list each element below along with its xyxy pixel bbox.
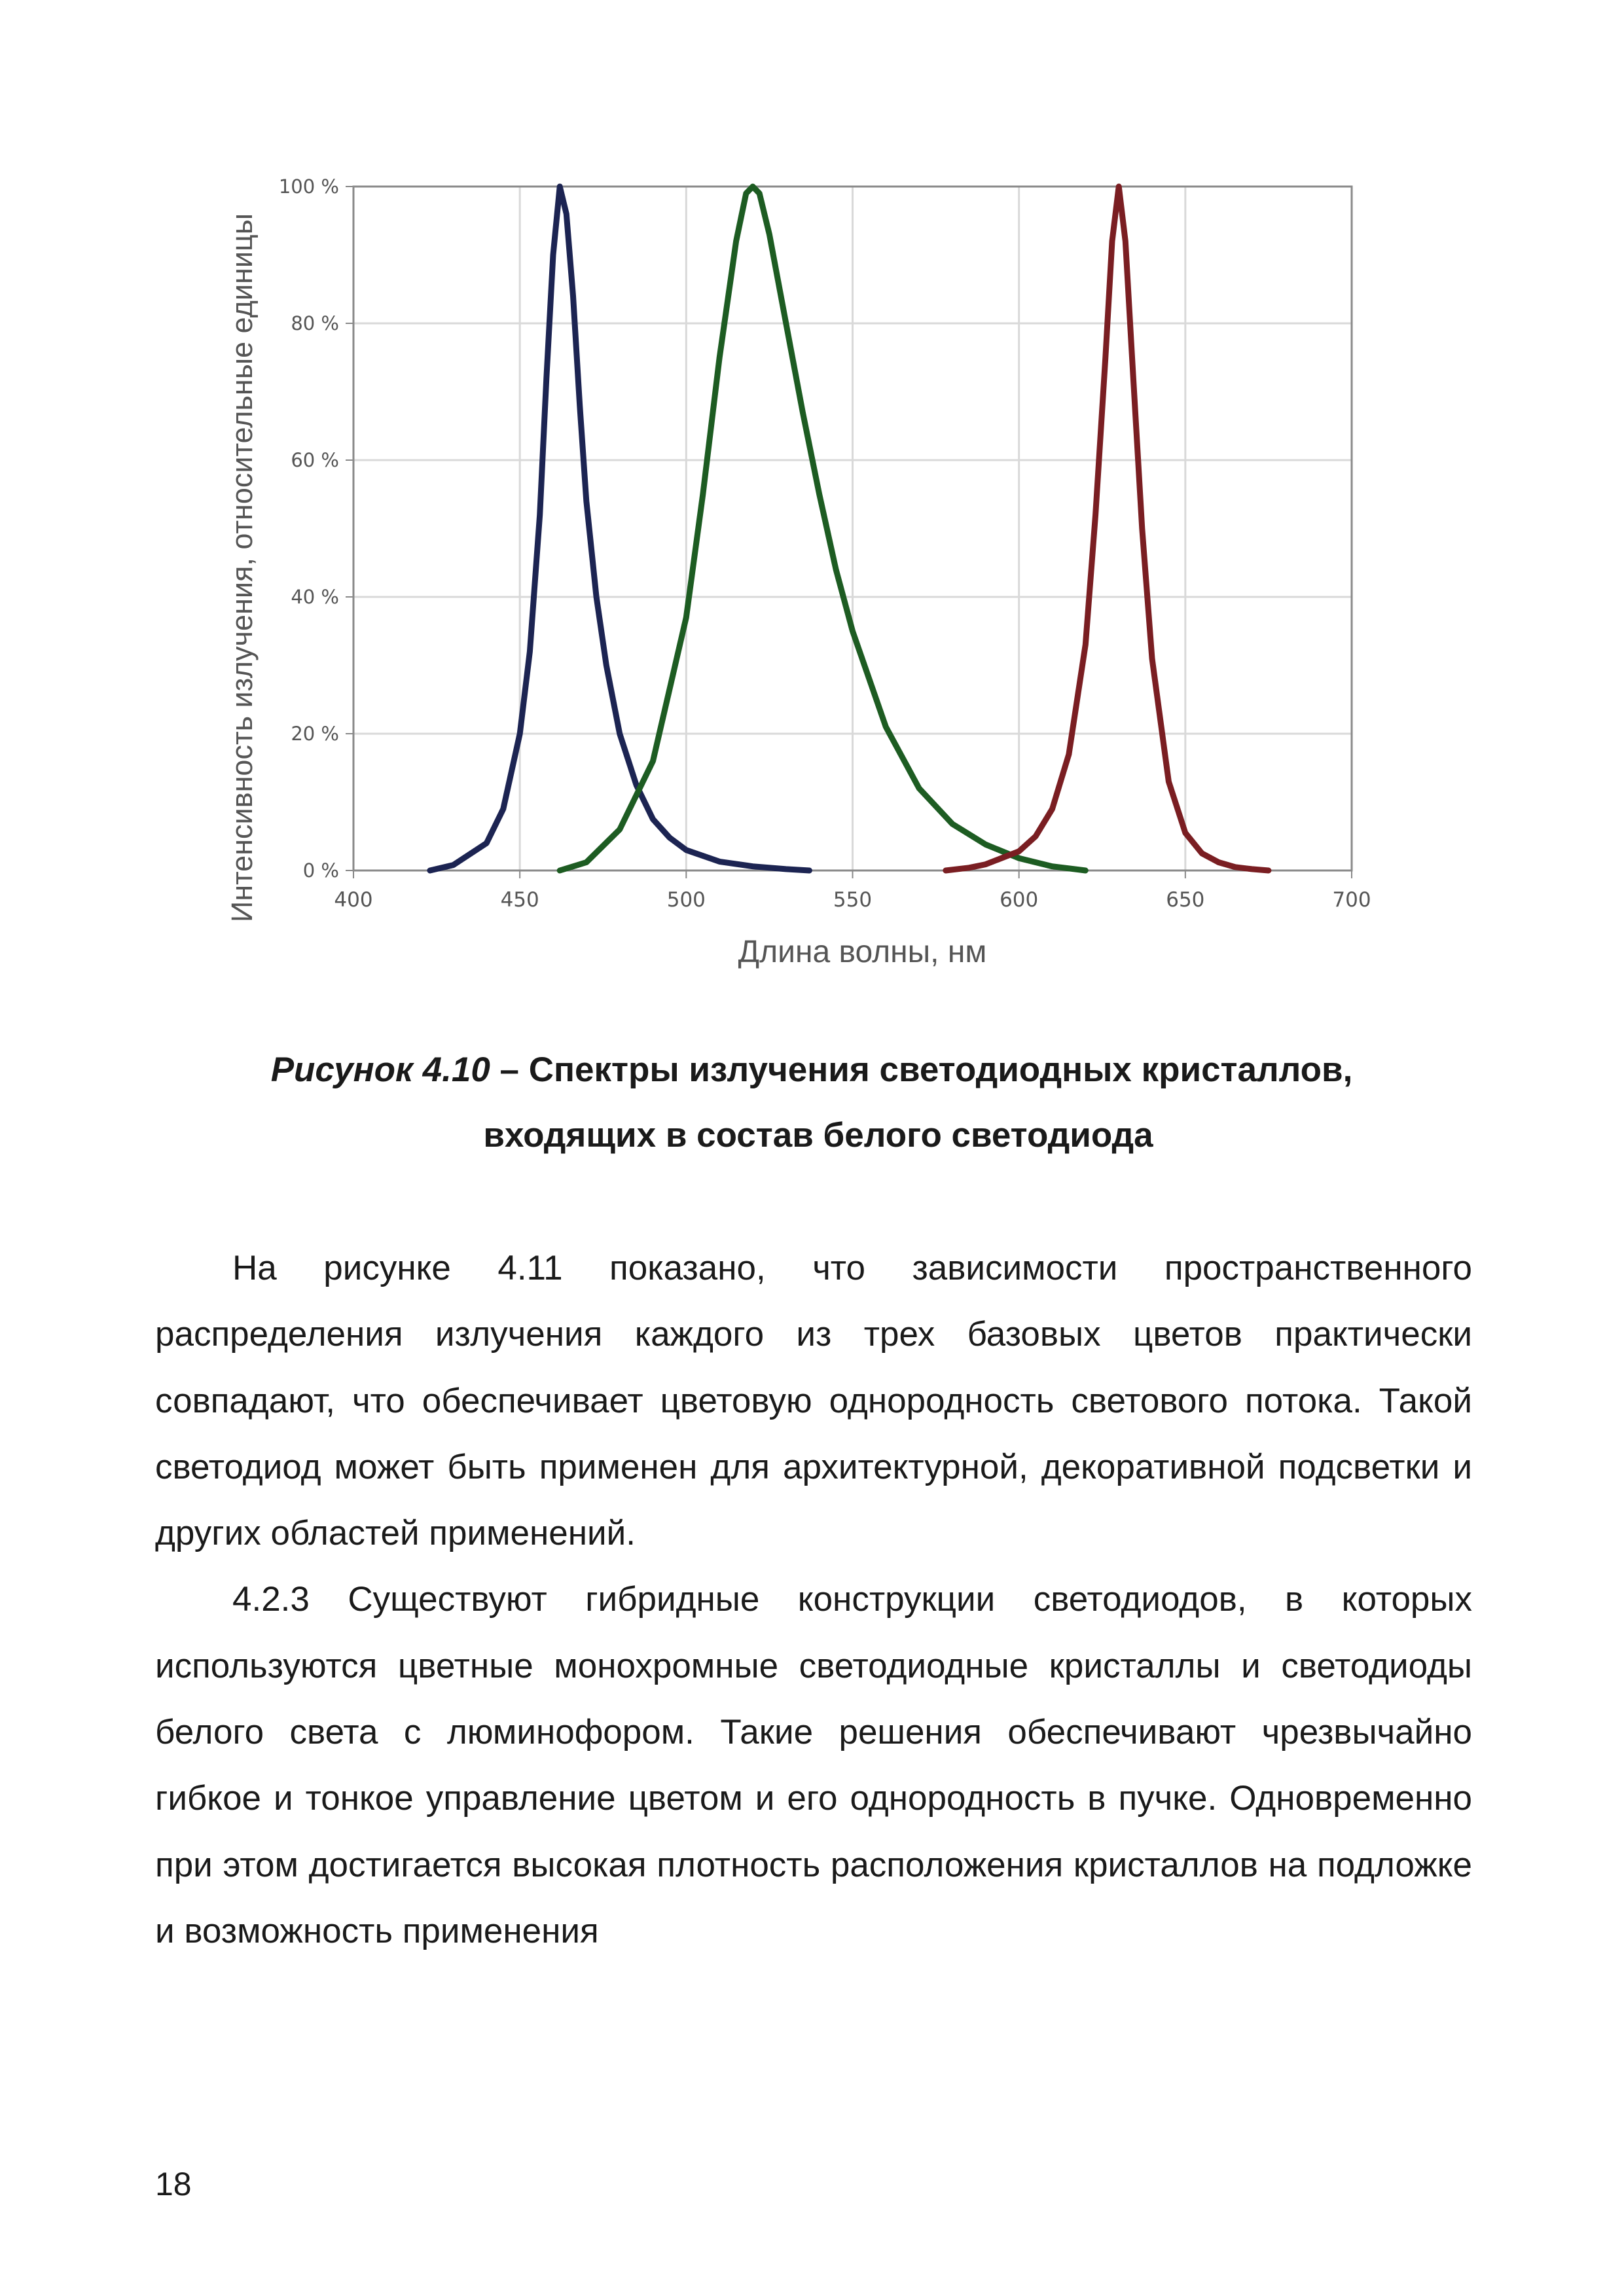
figure-number: Рисунок 4.10: [270, 1050, 490, 1089]
x-tick-label: 600: [1000, 888, 1039, 912]
y-tick-label: 0 %: [302, 859, 339, 882]
y-tick-label: 20 %: [291, 723, 339, 745]
chart-series: [430, 187, 1269, 870]
y-tick-label: 100 %: [278, 175, 339, 198]
x-tick-label: 700: [1332, 888, 1371, 912]
x-tick-label: 450: [500, 888, 539, 912]
figure-caption-line-1: [151, 1037, 1473, 1103]
y-tick-label: 80 %: [291, 312, 339, 334]
x-tick-label: 500: [666, 888, 706, 912]
series-line-red: [946, 187, 1269, 870]
x-axis-label: Длина волны, нм: [738, 935, 987, 969]
y-tick-label: 60 %: [291, 449, 339, 471]
x-tick-label: 650: [1166, 888, 1205, 912]
y-axis-label: Интенсивность излучения, относительные единицы: [225, 213, 259, 923]
chart-grid: [353, 187, 1352, 870]
chart-svg: [223, 144, 1401, 995]
body-text: [155, 1235, 1472, 1964]
page-number: 18: [155, 2166, 192, 2202]
paragraph-1: На рисунке 4.11 показано, что зависимости пространственного распределения излучения каждого из трех базовых цветов практически совпадают, что обеспечивает цветовую однородность светового потока. Такой светодиод может быть применен для архитектурной, декоративной подсветки и других областей применений.: [155, 1249, 1472, 1553]
x-tick-label: 550: [833, 888, 873, 912]
x-tick-label: 400: [334, 888, 373, 912]
y-tick-label: 40 %: [291, 586, 339, 608]
paragraph-2: 4.2.3 Существуют гибридные конструкции светодиодов, в которых используются цветные монохромные светодиодные кристаллы и светодиоды белого света с люминофором. Такие решения обеспечивают чрезвычайно гибкое и тонкое управление цветом и его однородность в пучке. Одновременно при этом достигается высокая плотность расположения кристаллов на подложке и возможность применения: [155, 1580, 1472, 1950]
figure-title-part-1: – Спектры излучения светодиодных кристаллов,: [490, 1050, 1353, 1089]
series-line-green: [560, 187, 1085, 870]
figure-caption-line-2: входящих в состав белого светодиода: [483, 1116, 1153, 1155]
series-line-blue: [430, 187, 810, 870]
chart-axes: [346, 187, 1352, 878]
emission-spectra-chart: [223, 144, 1401, 995]
